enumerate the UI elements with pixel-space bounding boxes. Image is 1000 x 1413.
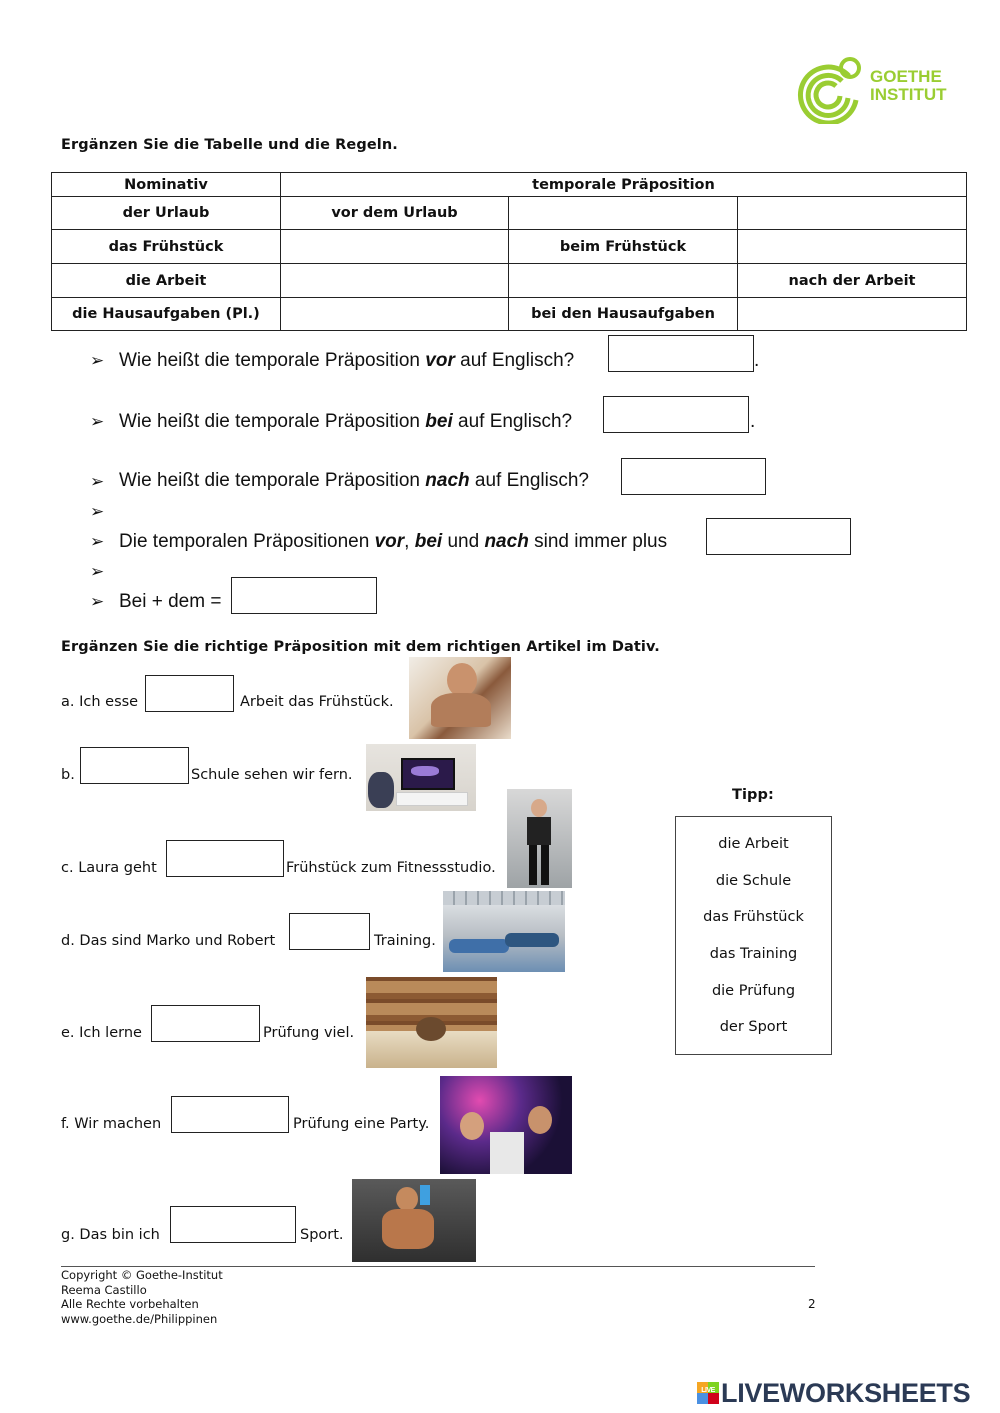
exercise-f-input[interactable] xyxy=(171,1096,289,1133)
goethe-logo-icon xyxy=(794,56,864,124)
rule-dativ-em2: bei xyxy=(414,531,443,552)
header-nominativ: Nominativ xyxy=(52,173,281,197)
tipp-item: das Training xyxy=(709,946,798,962)
exercise-g-pre: g. Das bin ich xyxy=(61,1227,160,1243)
exercise-g-input[interactable] xyxy=(170,1206,296,1243)
exercise-d-input[interactable] xyxy=(289,913,370,950)
header-temporale: temporale Präposition xyxy=(281,173,967,197)
rule-dativ xyxy=(119,531,667,553)
footer xyxy=(61,1268,223,1326)
footer-website[interactable]: www.goethe.de/Philippinen xyxy=(61,1311,218,1326)
tipp-item: die Schule xyxy=(715,873,792,889)
exercise-f-pre: f. Wir machen xyxy=(61,1116,162,1132)
arrow-bullet: ➢ xyxy=(90,502,105,521)
exercise-b-post: Schule sehen wir fern. xyxy=(191,767,353,783)
cell-4-3[interactable] xyxy=(738,298,967,331)
tipp-item: die Prüfung xyxy=(711,983,796,999)
arrow-bullet: ➢ xyxy=(90,532,105,551)
rule-dativ-mid: und xyxy=(442,531,485,552)
exercise-a-pre: a. Ich esse xyxy=(61,694,139,710)
goethe-logo xyxy=(794,56,947,124)
answer-vor-input[interactable] xyxy=(608,335,754,372)
tipp-item: der Sport xyxy=(719,1019,788,1035)
rule-vor xyxy=(119,350,574,372)
exercise-d-post: Training. xyxy=(374,933,436,949)
footer-copyright: Copyright © Goethe-Institut xyxy=(61,1268,223,1282)
cell-3-1[interactable] xyxy=(281,264,509,298)
photo-breakfast xyxy=(409,657,511,739)
footer-author: Reema Castillo xyxy=(61,1282,147,1297)
cell-nom-1: der Urlaub xyxy=(52,197,281,230)
cell-2-2: beim Frühstück xyxy=(509,230,738,264)
cell-4-1[interactable] xyxy=(281,298,509,331)
exercise-a-input[interactable] xyxy=(145,675,234,712)
cell-1-1: vor dem Urlaub xyxy=(281,197,509,230)
exercise-f-post: Prüfung eine Party. xyxy=(293,1116,430,1132)
exercise-e-input[interactable] xyxy=(151,1005,260,1042)
rule-nach-pre: Wie heißt die temporale Präposition xyxy=(119,470,426,491)
photo-tv xyxy=(366,744,476,811)
heading-exercise: Ergänzen Sie die richtige Präposition mit dem richtigen Artikel im Dativ. xyxy=(61,639,660,655)
logo-line1: GOETHE xyxy=(870,67,942,86)
tipp-box xyxy=(675,816,832,1055)
answer-dativ-input[interactable] xyxy=(706,518,851,555)
rule-bei-em: bei xyxy=(425,411,453,432)
exercise-b-input[interactable] xyxy=(80,747,189,784)
rule-vor-tail: . xyxy=(754,350,760,371)
rule-bei-pre: Wie heißt die temporale Präposition xyxy=(119,411,426,432)
exercise-g-post: Sport. xyxy=(300,1227,344,1243)
rule-bei xyxy=(119,411,572,433)
exercise-d-pre: d. Das sind Marko und Robert xyxy=(61,933,276,949)
cell-1-3[interactable] xyxy=(738,197,967,230)
liveworksheets-text: LIVEWORKSHEETS xyxy=(721,1378,971,1408)
rule-nach xyxy=(119,470,589,492)
rule-vor-em: vor xyxy=(425,350,455,371)
arrow-bullet: ➢ xyxy=(90,351,105,370)
rule-dativ-em1: vor xyxy=(374,531,405,552)
cell-4-2: bei den Hausaufgaben xyxy=(509,298,738,331)
cell-3-3: nach der Arbeit xyxy=(738,264,967,298)
answer-bei-input[interactable] xyxy=(603,396,749,433)
exercise-b-pre: b. xyxy=(61,767,75,783)
arrow-bullet: ➢ xyxy=(90,592,105,611)
cell-2-3[interactable] xyxy=(738,230,967,264)
rule-dativ-post: sind immer plus xyxy=(528,531,668,552)
rule-dativ-pre: Die temporalen Präpositionen xyxy=(119,531,375,552)
photo-sport xyxy=(352,1179,476,1262)
photo-studying xyxy=(366,977,497,1068)
exercise-c-input[interactable] xyxy=(166,840,284,877)
rule-beim: Bei + dem = xyxy=(119,591,222,612)
arrow-bullet: ➢ xyxy=(90,472,105,491)
photo-party xyxy=(440,1076,572,1174)
rule-vor-post: auf Englisch? xyxy=(454,350,575,371)
answer-beim-input[interactable] xyxy=(231,577,377,614)
heading-table: Ergänzen Sie die Tabelle und die Regeln. xyxy=(61,137,398,153)
exercise-e-pre: e. Ich lerne xyxy=(61,1025,142,1041)
rule-nach-post: auf Englisch? xyxy=(469,470,589,491)
exercise-c-post: Frühstück zum Fitnessstudio. xyxy=(286,860,496,876)
tipp-item: die Arbeit xyxy=(718,836,789,852)
rule-nach-em: nach xyxy=(425,470,470,491)
footer-rule xyxy=(61,1266,815,1267)
cell-3-2[interactable] xyxy=(509,264,738,298)
arrow-bullet: ➢ xyxy=(90,562,105,581)
cell-nom-2: das Frühstück xyxy=(52,230,281,264)
cell-2-1[interactable] xyxy=(281,230,509,264)
page-number: 2 xyxy=(808,1297,816,1311)
preposition-table xyxy=(51,172,967,331)
rule-dativ-em3: nach xyxy=(484,531,529,552)
rule-dativ-sep: , xyxy=(404,531,415,552)
exercise-e-post: Prüfung viel. xyxy=(263,1025,355,1041)
arrow-bullet: ➢ xyxy=(90,412,105,431)
rule-bei-tail: . xyxy=(750,411,756,432)
liveworksheets-badge-text: LIVE xyxy=(701,1387,715,1394)
exercise-c-pre: c. Laura geht xyxy=(61,860,157,876)
exercise-a-post: Arbeit das Frühstück. xyxy=(240,694,394,710)
liveworksheets-watermark[interactable] xyxy=(697,1378,997,1408)
cell-1-2[interactable] xyxy=(509,197,738,230)
photo-fitness xyxy=(507,789,572,888)
tipp-item: das Frühstück xyxy=(703,909,804,925)
rule-vor-pre: Wie heißt die temporale Präposition xyxy=(119,350,426,371)
answer-nach-input[interactable] xyxy=(621,458,766,495)
logo-line2: INSTITUT xyxy=(870,85,947,104)
cell-nom-3: die Arbeit xyxy=(52,264,281,298)
tipp-title: Tipp: xyxy=(732,787,774,803)
footer-rights: Alle Rechte vorbehalten xyxy=(61,1297,199,1311)
cell-nom-4: die Hausaufgaben (Pl.) xyxy=(52,298,281,331)
photo-training xyxy=(443,891,565,972)
rule-bei-post: auf Englisch? xyxy=(452,411,573,432)
